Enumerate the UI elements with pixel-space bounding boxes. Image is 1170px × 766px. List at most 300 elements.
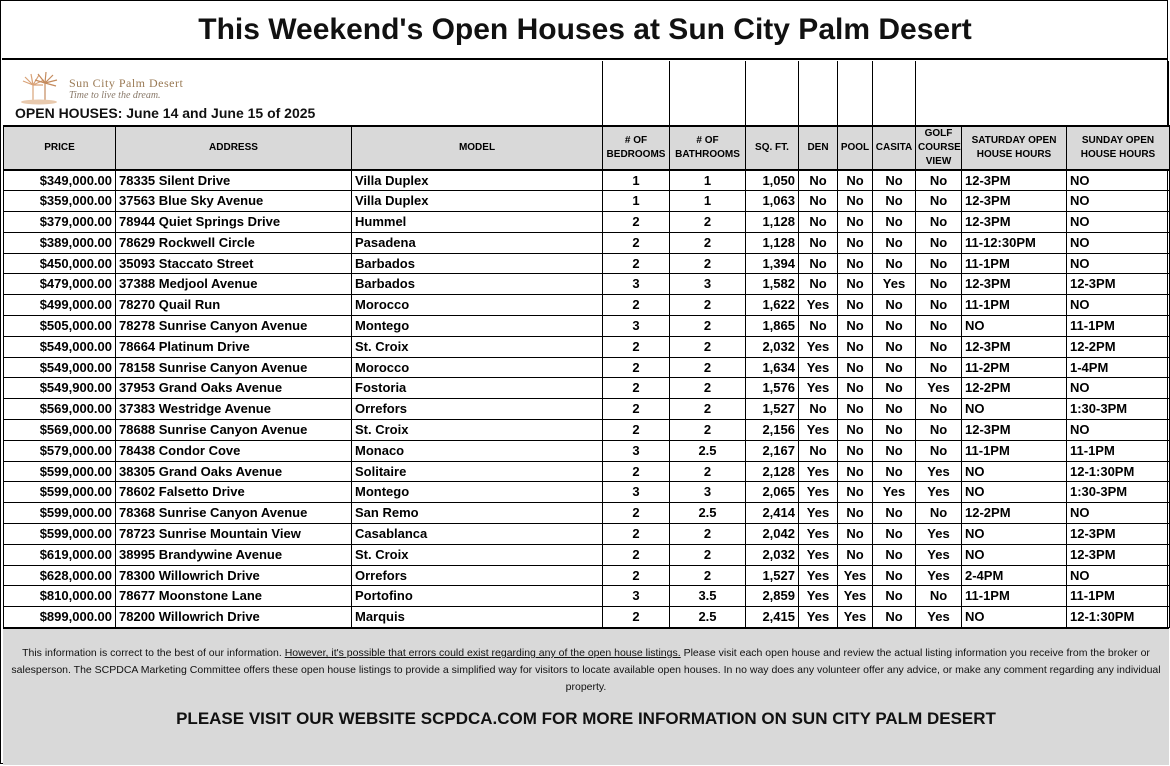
cell-bedrooms: 3 [603,586,670,607]
cell-pool: No [838,336,873,357]
cell-casita: No [873,607,916,628]
cell-saturday-hours: 12-3PM [962,420,1067,441]
cell-saturday-hours: 11-1PM [962,586,1067,607]
cell-golf-course-view: No [916,316,962,337]
cell-sqft: 2,414 [746,503,799,524]
cell-casita: Yes [873,274,916,295]
cell-golf-course-view: No [916,440,962,461]
cell-sunday-hours: 12-1:30PM [1067,461,1170,482]
cell-price: $549,000.00 [4,357,116,378]
cell-sqft: 1,622 [746,295,799,316]
cell-casita: No [873,191,916,212]
cell-den: Yes [799,565,838,586]
cell-saturday-hours: 12-3PM [962,191,1067,212]
cell-address: 78278 Sunrise Canyon Avenue [116,316,352,337]
cell-model: St. Croix [352,544,603,565]
cell-price: $349,000.00 [4,170,116,191]
cell-saturday-hours: 12-3PM [962,274,1067,295]
cell-sunday-hours: 11-1PM [1067,316,1170,337]
cell-sunday-hours: NO [1067,378,1170,399]
cell-saturday-hours: 11-12:30PM [962,232,1067,253]
cell-pool: Yes [838,607,873,628]
cell-golf-course-view: Yes [916,524,962,545]
cell-den: Yes [799,544,838,565]
cell-sunday-hours: NO [1067,253,1170,274]
cell-address: 38305 Grand Oaks Avenue [116,461,352,482]
cell-model: Pasadena [352,232,603,253]
cell-saturday-hours: 11-2PM [962,357,1067,378]
cell-price: $628,000.00 [4,565,116,586]
cell-model: Barbados [352,253,603,274]
cell-address: 78944 Quiet Springs Drive [116,212,352,233]
cell-sunday-hours: 12-3PM [1067,524,1170,545]
cell-model: Portofino [352,586,603,607]
column-header-address: ADDRESS [116,126,352,170]
column-header-golf-course-view: GOLF COURSE VIEW [916,126,962,170]
logo-header [3,61,601,125]
cell-den: No [799,274,838,295]
page-title: This Weekend's Open Houses at Sun City Palm Desert [2,2,1168,60]
cell-bathrooms: 1 [670,191,746,212]
table-row [4,565,1170,586]
table-row [4,420,1170,441]
cell-golf-course-view: No [916,586,962,607]
cell-sqft: 1,128 [746,212,799,233]
cell-bathrooms: 3 [670,482,746,503]
cell-price: $505,000.00 [4,316,116,337]
cell-pool: No [838,191,873,212]
cell-pool: Yes [838,565,873,586]
cell-saturday-hours: NO [962,316,1067,337]
listing-rows [4,170,1170,628]
cell-casita: No [873,170,916,191]
cell-pool: No [838,378,873,399]
cell-address: 78688 Sunrise Canyon Avenue [116,420,352,441]
cell-pool: No [838,274,873,295]
cell-golf-course-view: No [916,274,962,295]
cell-sunday-hours: 1-4PM [1067,357,1170,378]
cell-sqft: 2,415 [746,607,799,628]
cell-address: 78629 Rockwell Circle [116,232,352,253]
table-row [4,544,1170,565]
cell-model: Hummel [352,212,603,233]
brand-tagline: Time to live the dream. [69,90,161,101]
cell-saturday-hours: 12-3PM [962,336,1067,357]
cell-price: $569,000.00 [4,420,116,441]
cell-price: $479,000.00 [4,274,116,295]
cell-sqft: 1,527 [746,565,799,586]
cell-bedrooms: 2 [603,544,670,565]
cell-bedrooms: 2 [603,420,670,441]
cell-bedrooms: 1 [603,170,670,191]
cell-sqft: 1,576 [746,378,799,399]
cell-sunday-hours: 11-1PM [1067,586,1170,607]
cell-address: 78664 Platinum Drive [116,336,352,357]
table-row [4,295,1170,316]
cell-sunday-hours: 11-1PM [1067,440,1170,461]
cell-bedrooms: 2 [603,607,670,628]
cell-model: Montego [352,482,603,503]
website-notice: PLEASE VISIT OUR WEBSITE SCPDCA.COM FOR MORE INFORMATION ON SUN CITY PALM DESERT [176,709,996,728]
cell-price: $389,000.00 [4,232,116,253]
cell-sqft: 1,063 [746,191,799,212]
cell-sqft: 2,065 [746,482,799,503]
cell-model: Villa Duplex [352,170,603,191]
column-header-model: MODEL [352,126,603,170]
cell-sunday-hours: 1:30-3PM [1067,482,1170,503]
cell-pool: No [838,232,873,253]
cell-sqft: 2,167 [746,440,799,461]
cell-den: Yes [799,503,838,524]
cell-price: $379,000.00 [4,212,116,233]
cell-pool: Yes [838,586,873,607]
cell-bedrooms: 2 [603,336,670,357]
cell-golf-course-view: No [916,357,962,378]
table-row [4,378,1170,399]
cell-sunday-hours: 12-3PM [1067,544,1170,565]
cell-bedrooms: 2 [603,461,670,482]
cell-casita: No [873,586,916,607]
cell-bathrooms: 2 [670,565,746,586]
cell-den: Yes [799,586,838,607]
cell-sqft: 1,527 [746,399,799,420]
cell-den: No [799,232,838,253]
cell-golf-course-view: Yes [916,461,962,482]
cell-sqft: 1,128 [746,232,799,253]
cell-price: $359,000.00 [4,191,116,212]
table-row [4,274,1170,295]
cell-price: $569,000.00 [4,399,116,420]
cell-address: 78270 Quail Run [116,295,352,316]
cell-pool: No [838,253,873,274]
cell-bedrooms: 2 [603,295,670,316]
cell-bedrooms: 2 [603,565,670,586]
cell-sunday-hours: 1:30-3PM [1067,399,1170,420]
table-row [4,607,1170,628]
cell-den: No [799,191,838,212]
cell-casita: No [873,336,916,357]
cell-model: Morocco [352,295,603,316]
cell-saturday-hours: NO [962,482,1067,503]
table-row [4,399,1170,420]
cell-den: Yes [799,378,838,399]
cell-pool: No [838,544,873,565]
cell-bathrooms: 1 [670,170,746,191]
cell-address: 78602 Falsetto Drive [116,482,352,503]
cell-bathrooms: 2 [670,524,746,545]
cell-address: 78335 Silent Drive [116,170,352,191]
cell-price: $450,000.00 [4,253,116,274]
cell-price: $599,000.00 [4,461,116,482]
cell-sunday-hours: 12-1:30PM [1067,607,1170,628]
cell-bedrooms: 2 [603,399,670,420]
cell-den: No [799,253,838,274]
cell-golf-course-view: No [916,191,962,212]
cell-bathrooms: 2 [670,420,746,441]
cell-sqft: 1,865 [746,316,799,337]
cell-golf-course-view: No [916,232,962,253]
cell-pool: No [838,503,873,524]
cell-address: 78300 Willowrich Drive [116,565,352,586]
cell-den: No [799,399,838,420]
cell-sunday-hours: NO [1067,212,1170,233]
cell-pool: No [838,440,873,461]
cell-casita: No [873,440,916,461]
cell-pool: No [838,212,873,233]
cell-casita: Yes [873,482,916,503]
cell-address: 37383 Westridge Avenue [116,399,352,420]
cell-den: No [799,440,838,461]
cell-price: $599,000.00 [4,482,116,503]
cell-casita: No [873,378,916,399]
cell-den: Yes [799,524,838,545]
cell-golf-course-view: No [916,212,962,233]
cell-bedrooms: 3 [603,274,670,295]
cell-casita: No [873,357,916,378]
disclaimer-text-2: Please visit each open house and review the actual listing information you receive from the broker or salesperson. The SCPDCA Marketing Committee offers these open house listings to provide a simplified way for visitors to locate available open houses. In no way does any volunteer offer any advice, or make any comment regarding any individual property. [11,647,1161,693]
cell-sqft: 2,042 [746,524,799,545]
cell-casita: No [873,565,916,586]
cell-model: Morocco [352,357,603,378]
table-header-row [4,126,1170,170]
cell-model: San Remo [352,503,603,524]
cell-bedrooms: 2 [603,524,670,545]
cell-bathrooms: 2 [670,336,746,357]
cell-bathrooms: 2 [670,253,746,274]
cell-bathrooms: 2 [670,544,746,565]
cell-golf-course-view: No [916,420,962,441]
cell-address: 78200 Willowrich Drive [116,607,352,628]
table-row [4,482,1170,503]
cell-price: $549,000.00 [4,336,116,357]
cell-pool: No [838,316,873,337]
palm-trees-logo-icon [19,71,63,105]
cell-model: Fostoria [352,378,603,399]
cell-casita: No [873,524,916,545]
cell-bedrooms: 2 [603,503,670,524]
cell-bedrooms: 1 [603,191,670,212]
cell-saturday-hours: 12-3PM [962,212,1067,233]
cell-golf-course-view: Yes [916,482,962,503]
cell-sqft: 2,859 [746,586,799,607]
cell-sqft: 1,634 [746,357,799,378]
cell-bathrooms: 2 [670,295,746,316]
cell-casita: No [873,420,916,441]
cell-saturday-hours: 12-2PM [962,503,1067,524]
cell-golf-course-view: Yes [916,378,962,399]
cell-saturday-hours: NO [962,461,1067,482]
cell-bedrooms: 3 [603,440,670,461]
cell-saturday-hours: NO [962,544,1067,565]
cell-den: Yes [799,357,838,378]
column-header-bedrooms: # OF BEDROOMS [603,126,670,170]
cell-price: $499,000.00 [4,295,116,316]
cell-price: $579,000.00 [4,440,116,461]
cell-casita: No [873,295,916,316]
cell-sqft: 1,050 [746,170,799,191]
cell-sunday-hours: 12-2PM [1067,336,1170,357]
cell-bathrooms: 2 [670,399,746,420]
table-row [4,336,1170,357]
table-row [4,461,1170,482]
cell-saturday-hours: NO [962,607,1067,628]
cell-address: 78723 Sunrise Mountain View [116,524,352,545]
cell-pool: No [838,399,873,420]
cell-bedrooms: 3 [603,316,670,337]
cell-price: $599,000.00 [4,503,116,524]
table-row [4,503,1170,524]
cell-price: $599,000.00 [4,524,116,545]
cell-golf-course-view: No [916,399,962,420]
cell-saturday-hours: NO [962,524,1067,545]
cell-bedrooms: 2 [603,232,670,253]
column-header-saturday-hours: SATURDAY OPEN HOUSE HOURS [962,126,1067,170]
cell-pool: No [838,524,873,545]
cell-den: Yes [799,607,838,628]
cell-casita: No [873,461,916,482]
cell-price: $619,000.00 [4,544,116,565]
column-header-den: DEN [799,126,838,170]
cell-sunday-hours: NO [1067,232,1170,253]
table-row [4,440,1170,461]
cell-model: Casablanca [352,524,603,545]
cell-model: Monaco [352,440,603,461]
table-row [4,191,1170,212]
cell-sunday-hours: 12-3PM [1067,274,1170,295]
cell-bathrooms: 2.5 [670,607,746,628]
cell-saturday-hours: 11-1PM [962,253,1067,274]
cell-model: Orrefors [352,399,603,420]
cell-den: Yes [799,461,838,482]
column-header-price: PRICE [4,126,116,170]
cell-pool: No [838,482,873,503]
column-header-sunday-hours: SUNDAY OPEN HOUSE HOURS [1067,126,1170,170]
disclaimer [7,645,1165,696]
cell-bedrooms: 2 [603,253,670,274]
cell-model: St. Croix [352,336,603,357]
column-header-bathrooms: # OF BATHROOMS [670,126,746,170]
cell-den: Yes [799,336,838,357]
cell-sqft: 2,156 [746,420,799,441]
cell-bedrooms: 2 [603,212,670,233]
cell-sunday-hours: NO [1067,420,1170,441]
open-house-table [3,125,1170,628]
table-row [4,212,1170,233]
cell-bathrooms: 3 [670,274,746,295]
cell-sunday-hours: NO [1067,170,1170,191]
cell-model: Solitaire [352,461,603,482]
cell-address: 38995 Brandywine Avenue [116,544,352,565]
cell-model: Marquis [352,607,603,628]
cell-bedrooms: 2 [603,378,670,399]
cell-saturday-hours: 12-3PM [962,170,1067,191]
table-row [4,253,1170,274]
cell-address: 78368 Sunrise Canyon Avenue [116,503,352,524]
brand-name: Sun City Palm Desert [69,76,184,90]
cell-saturday-hours: 12-2PM [962,378,1067,399]
cell-sunday-hours: NO [1067,191,1170,212]
cell-bathrooms: 2 [670,232,746,253]
cell-sunday-hours: NO [1067,295,1170,316]
cell-golf-course-view: No [916,295,962,316]
cell-pool: No [838,357,873,378]
cell-sqft: 1,394 [746,253,799,274]
cell-casita: No [873,232,916,253]
cell-den: No [799,170,838,191]
cell-price: $810,000.00 [4,586,116,607]
cell-pool: No [838,295,873,316]
cell-model: Barbados [352,274,603,295]
cell-model: St. Croix [352,420,603,441]
cell-sqft: 2,032 [746,336,799,357]
cell-golf-course-view: No [916,336,962,357]
cell-casita: No [873,544,916,565]
cell-casita: No [873,253,916,274]
cell-model: Montego [352,316,603,337]
cell-golf-course-view: Yes [916,565,962,586]
cell-den: No [799,316,838,337]
table-row [4,232,1170,253]
cell-pool: No [838,170,873,191]
column-header-sqft: SQ. FT. [746,126,799,170]
cell-bedrooms: 3 [603,482,670,503]
cell-golf-course-view: No [916,170,962,191]
open-houses-date: OPEN HOUSES: June 14 and June 15 of 2025 [15,105,316,121]
cell-sunday-hours: NO [1067,565,1170,586]
cell-golf-course-view: No [916,253,962,274]
cell-price: $549,900.00 [4,378,116,399]
cell-den: Yes [799,295,838,316]
cell-address: 37953 Grand Oaks Avenue [116,378,352,399]
table-row [4,357,1170,378]
cell-model: Orrefors [352,565,603,586]
table-row [4,316,1170,337]
cell-sunday-hours: NO [1067,503,1170,524]
cell-sqft: 2,032 [746,544,799,565]
cell-den: Yes [799,482,838,503]
cell-address: 37563 Blue Sky Avenue [116,191,352,212]
cell-golf-course-view: Yes [916,607,962,628]
column-header-casita: CASITA [873,126,916,170]
cell-casita: No [873,316,916,337]
cell-model: Villa Duplex [352,191,603,212]
cell-bathrooms: 2.5 [670,440,746,461]
column-header-pool: POOL [838,126,873,170]
cell-bathrooms: 2 [670,378,746,399]
cell-casita: No [873,399,916,420]
cell-bathrooms: 2 [670,212,746,233]
cell-price: $899,000.00 [4,607,116,628]
disclaimer-text-1: This information is correct to the best of our information. [22,647,285,659]
cell-casita: No [873,503,916,524]
cell-bathrooms: 2.5 [670,503,746,524]
cell-address: 78677 Moonstone Lane [116,586,352,607]
cell-sqft: 2,128 [746,461,799,482]
table-row [4,524,1170,545]
cell-address: 78438 Condor Cove [116,440,352,461]
cell-saturday-hours: NO [962,399,1067,420]
cell-den: No [799,212,838,233]
table-row [4,586,1170,607]
cell-bathrooms: 2 [670,316,746,337]
cell-golf-course-view: Yes [916,544,962,565]
cell-address: 35093 Staccato Street [116,253,352,274]
cell-casita: No [873,212,916,233]
cell-address: 37388 Medjool Avenue [116,274,352,295]
disclaimer-underlined-text: However, it's possible that errors could exist regarding any of the open house listings. [284,647,681,659]
table-row [4,170,1170,191]
cell-bathrooms: 2 [670,461,746,482]
